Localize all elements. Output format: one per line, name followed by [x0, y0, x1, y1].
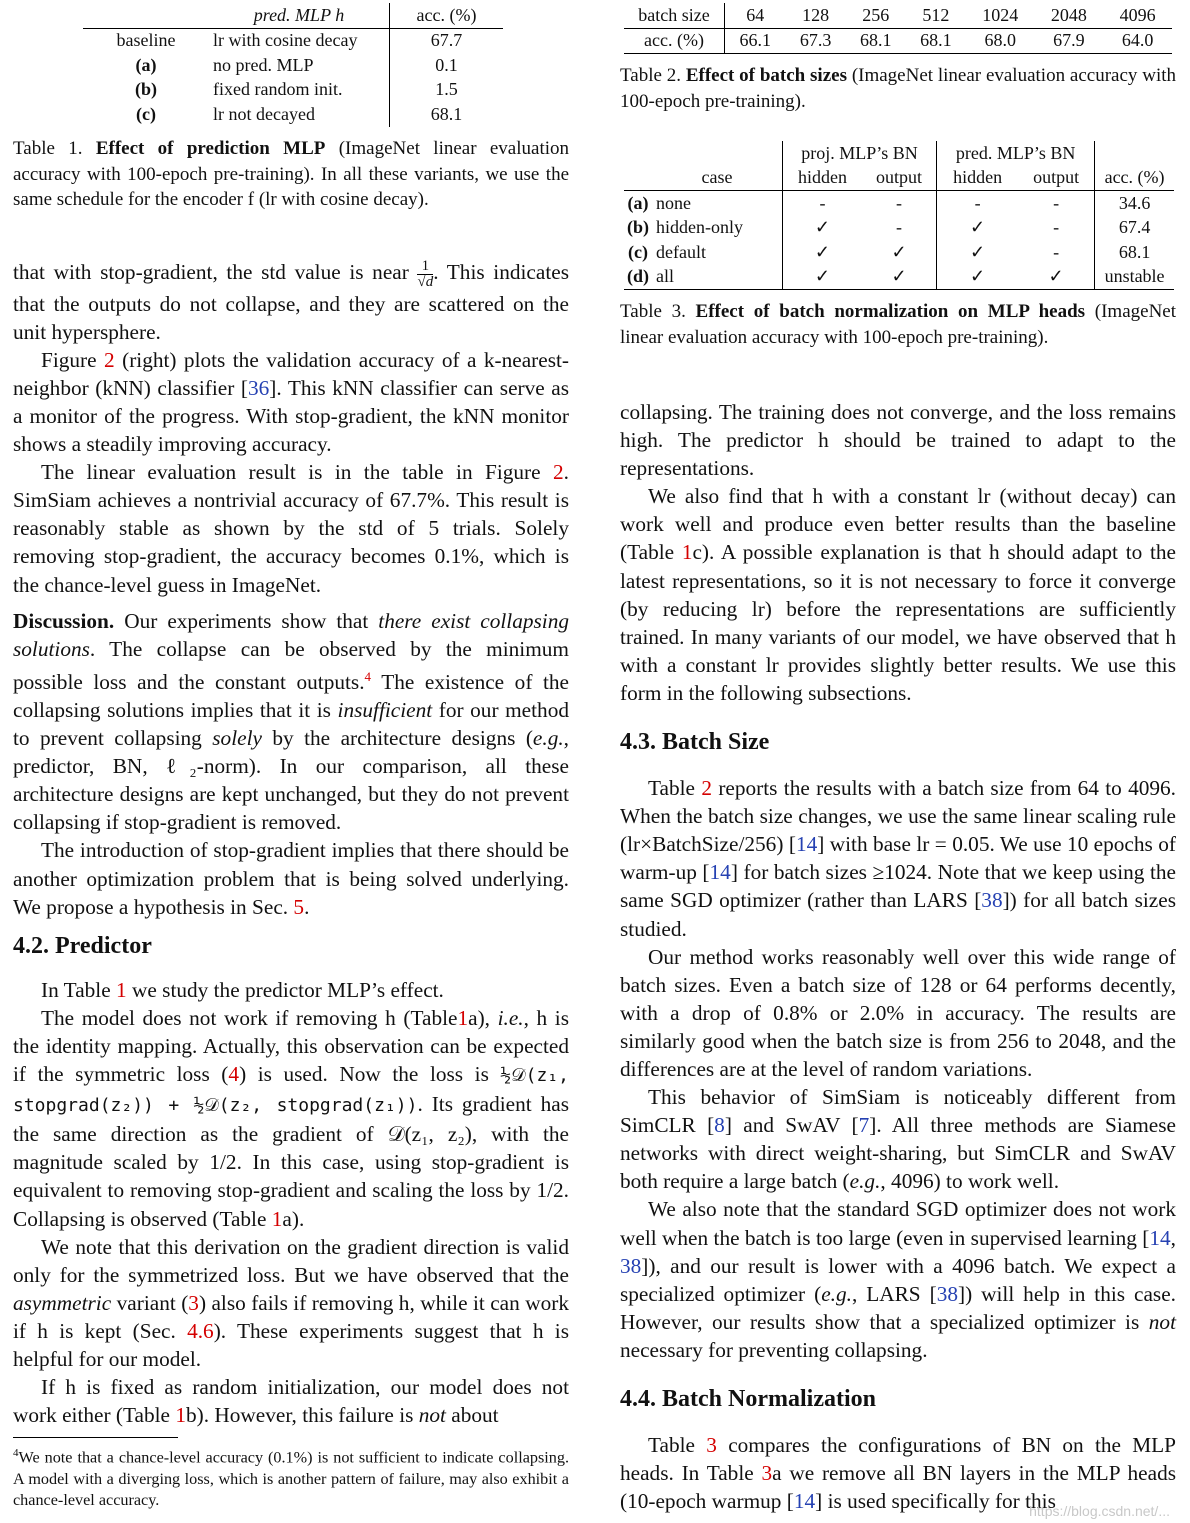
paragraph: Figure 2 (right) plots the validation accuracy of a k-nearest-neighbor (kNN) classifier [36]. This kNN classifier can serve as a monitor of the progress. With stop-gradient, the kNN monitor shows a steadily improving accuracy. [13, 347, 570, 457]
citation-link[interactable]: 14 [709, 860, 731, 885]
table-row: (d) all ✓ ✓ ✓ ✓ unstable [624, 265, 1174, 290]
paragraph: The introduction of stop-gradient implies that there should be another optimization problem that is being solved underlying. We propose a hypothesis in Sec. 5. [13, 838, 569, 919]
table-ref-link[interactable]: 2 [701, 776, 712, 801]
paragraph: Table 3 compares the configurations of BN on the MLP heads. In Table 3a we remove all BN layers in the MLP heads (10-epoch warmup [14] is used specifically for this [620, 1433, 1177, 1514]
table-row: (b) fixed random init. 1.5 [83, 78, 503, 103]
table-row: acc. (%) 66.1 67.3 68.1 68.1 68.0 67.9 64.0 [624, 28, 1172, 54]
table-ref-link[interactable]: 3 [761, 1461, 773, 1486]
table-3: proj. MLP’s BN pred. MLP’s BN case hidden output hidden output acc. (%) (a) none - - - - 34.6 (b) hidden-only ✓ - ✓ - 67.4 (c) default ✓ ✓ ✓ - 68.1 (d) all ✓ ✓ ✓ ✓ unstable [624, 141, 1174, 290]
table3-group-pred: pred. MLP’s BN [937, 141, 1095, 166]
table1-caption: Table 1. Effect of prediction MLP (ImageNet linear evaluation accuracy with 100-epoch pre-training). In all these variants, we use the same schedule for the encoder f (lr with cosine decay). [13, 138, 569, 210]
paragraph: In Table 1 we study the predictor MLP’s effect. [41, 977, 444, 1002]
footnote-divider [13, 1437, 178, 1438]
citation-link[interactable]: 14 [793, 1489, 816, 1514]
right-body [620, 398, 1176, 1515]
table-ref-link[interactable]: 1 [681, 540, 693, 565]
section-ref-link[interactable]: 4.6 [187, 1318, 214, 1343]
citation-link[interactable]: 38 [981, 888, 1003, 913]
citation-link[interactable]: 38 [620, 1253, 642, 1278]
paragraph: that with stop-gradient, the std value is near $\frac{1}{√d}$ . This indicates that the outputs do not collapse, and they are scattered on the unit hypersphere. [13, 257, 569, 344]
citation-link[interactable]: 36 [247, 375, 270, 400]
table3-caption: Table 3. Effect of batch normalization on MLP heads (ImageNet linear evaluation accuracy with 100-epoch pre-training). [620, 301, 1176, 348]
footnote-ref-link[interactable]: 4 [364, 668, 372, 684]
table-row: baseline lr with cosine decay 67.7 [83, 28, 503, 53]
citation-link[interactable]: 14 [795, 832, 818, 857]
loss-formula: ½𝒟(z₁, stopgrad(z₂)) + ½𝒟(z₂, stopgrad(z₁)) [13, 1065, 569, 1117]
citation-link[interactable]: 7 [858, 1113, 870, 1138]
table-ref-link[interactable]: 1 [457, 1005, 469, 1030]
equation-ref-link[interactable]: 4 [228, 1062, 240, 1087]
table-ref-link[interactable]: 1 [271, 1206, 283, 1231]
table-row: (c) default ✓ ✓ ✓ - 68.1 [624, 240, 1174, 265]
figure-ref-link[interactable]: 2 [553, 460, 564, 485]
table-row: (b) hidden-only ✓ - ✓ - 67.4 [624, 216, 1174, 241]
footnote: $^4$We note that a chance-level accuracy (0.1%) is not sufficient to indicate collapsing. A model with a diverging loss, which is another pattern of failure, may also exhibit a chance-level accuracy. [13, 1447, 569, 1510]
paragraph: The model does not work if removing h (Table1a), i.e., h is the identity mapping. Actually, this observation can be expected if the symmetric loss (4) is used. Now the loss is ½𝒟(z₁, stopgrad(z₂)) + ½𝒟(z₂, stopgrad(z₁)). Its gradient has the same direction as the gradient of 𝒟(z₁, z₂), with the magnitude scaled by 1/2. In this case, using stop-gradient is equivalent to removing stop-gradient and scaling the loss by 1/2. Collapsing is observed (Table 1a). [13, 1005, 570, 1231]
paragraph: The linear evaluation result is in the table in Figure 2. SimSiam achieves a nontrivial accuracy of 67.7%. This result is reasonably stable as shown by the std of 5 trials. Solely removing stop-gradient, the accuracy becomes 0.1%, which is the chance-level guess in ImageNet. [13, 460, 569, 597]
paragraph: We also find that h with a constant lr (without decay) can work well and produce even better results than the baseline (Table 1c). A possible explanation is that h should adapt to the latest representations, so it is not necessary to force it converge (by reducing lr) before the representations are sufficiently trained. In many variants of our model, we have observed that h with a constant lr provides slightly better results. We use this form in the following subsections. [620, 484, 1176, 705]
paragraph: If h is fixed as random initialization, our model does not work either (Table 1b). However, this failure is not about [13, 1375, 569, 1428]
table1-header-pred: pred. MLP h [253, 4, 345, 25]
figure-ref-link[interactable]: 2 [104, 347, 115, 372]
watermark: https://blog.csdn.net/... [1029, 1503, 1170, 1519]
one-over-sqrt-d-formula: $\frac{1}{√d}$ [417, 257, 434, 290]
left-body [13, 258, 569, 1429]
paragraph: We also note that the standard SGD optimizer does not work well when the batch is too large (even in supervised learning [14, 38]), and our result is lower with a 4096 batch. We expect a specialized optimizer (e.g., LARS [38]) will help in this case. However, our results show that a specialized optimizer is not necessary for preventing collapsing. [620, 1197, 1176, 1362]
table2-caption: Table 2. Effect of batch sizes (ImageNet linear evaluation accuracy with 100-epoch pre-training). [620, 65, 1176, 112]
citation-link[interactable]: 38 [936, 1281, 958, 1306]
section-ref-link[interactable]: 5 [293, 894, 305, 919]
table-ref-link[interactable]: 3 [706, 1433, 717, 1457]
table1-header-acc: acc. (%) [390, 3, 504, 28]
table-ref-link[interactable]: 1 [175, 1403, 186, 1428]
table3-group-proj: proj. MLP’s BN [783, 141, 937, 166]
citation-link[interactable]: 14 [1149, 1225, 1171, 1250]
paragraph: This behavior of SimSiam is noticeably different from SimCLR [8] and SwAV [7]. All three methods are Siamese networks with direct weight-sharing, but SimCLR and SwAV both require a large batch (e.g., 4096) to work well. [620, 1085, 1176, 1194]
table-2 [624, 3, 1172, 54]
table-1 [83, 3, 503, 127]
table-row: (a) no pred. MLP 0.1 [83, 53, 503, 78]
paragraph: collapsing. The training does not converge, and the loss remains high. The predictor h should be trained to adapt to the representations. [620, 400, 1176, 481]
section-heading-4-3: 4.3. Batch Size [620, 729, 770, 756]
section-heading-4-2: 4.2. Predictor [13, 932, 152, 959]
paragraph: We note that this derivation on the gradient direction is valid only for the symmetrized loss. But we have observed that the asymmetric variant (3) also fails if removing h, while it can work if h is kept (Sec. 4.6). These experiments suggest that h is helpful for our model. [13, 1234, 569, 1371]
table-row: batch size 64 128 256 512 1024 2048 4096 [624, 3, 1172, 28]
citation-link[interactable]: 8 [714, 1113, 725, 1138]
equation-ref-link[interactable]: 3 [188, 1290, 199, 1315]
section-heading-4-4: 4.4. Batch Normalization [620, 1386, 876, 1412]
paragraph: Our method works reasonably well over this wide range of batch sizes. Even a batch size of 128 or 64 performs decently, with a drop of 0.8% or 2.0% in accuracy. The results are similarly good when the batch size is from 256 to 2048, and the differences are at the level of random variations. [620, 944, 1176, 1081]
table-row: (a) none - - - - 34.6 [624, 191, 1174, 216]
table-ref-link[interactable]: 1 [116, 977, 127, 1002]
table-row: (c) lr not decayed 68.1 [83, 102, 503, 127]
discussion-paragraph: Discussion. Our experiments show that there exist collapsing solutions. The collapse can be observed by the minimum possible loss and the constant outputs.$^4$ The existence of the collapsing solutions implies that it is insufficient for our method to prevent collapsing solely by the architecture designs (e.g., predictor, BN, ℓ₂-norm). In our comparison, all these architecture designs are kept unchanged, but they do not prevent collapsing if stop-gradient is removed. [13, 608, 569, 835]
paragraph: Table 2 reports the results with a batch size from 64 to 4096. When the batch size changes, we use the same linear scaling rule (lr×BatchSize/256) [14] with base lr = 0.05. We use 10 epochs of warm-up [14] for batch sizes ≥1024. Note that we keep using the same SGD optimizer (rather than LARS [38]) for all batch sizes studied. [620, 776, 1176, 941]
